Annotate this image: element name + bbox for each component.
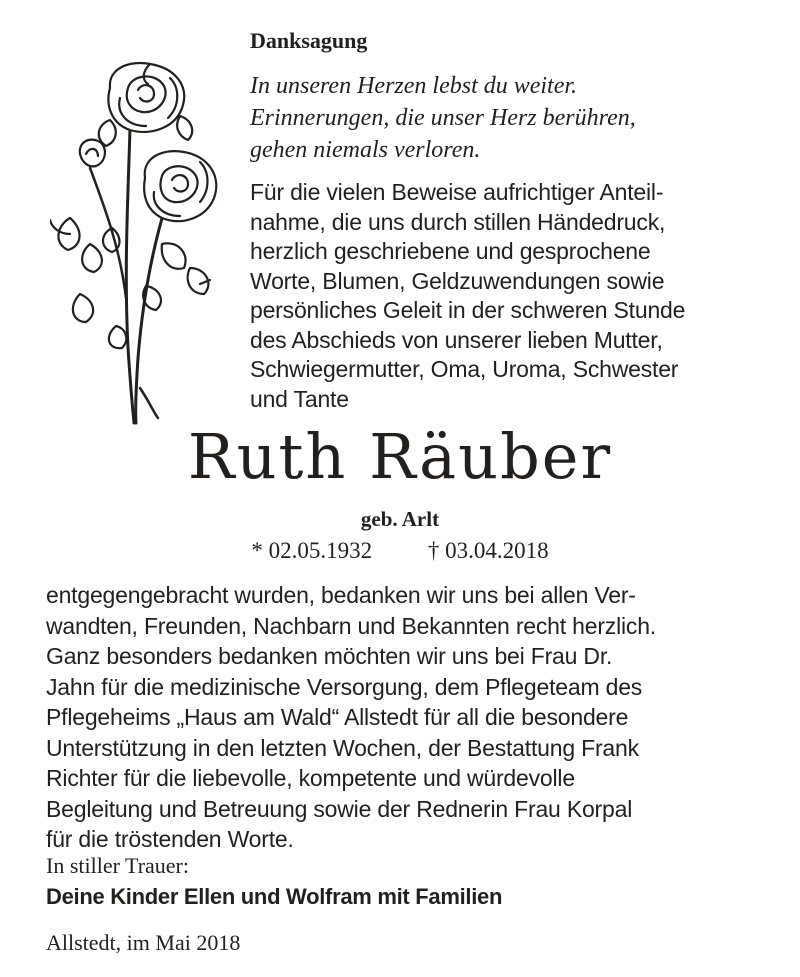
intro-line: und Tante [250,385,349,412]
intro-line: persönliches Geleit in der schweren Stunde [250,297,686,323]
heading: Danksagung [250,28,368,53]
body-line: Unterstützung in den letzten Wochen, der Bestattung Frank [46,734,639,761]
intro-line: Worte, Blumen, Geldzuwendungen sowie [250,267,665,294]
body-line: entgegengebracht wurden, bedanken wir uns bei allen Ver- [46,582,636,608]
body-line: Pflegeheims „Haus am Wald“ Allstedt für all die besondere [46,704,629,730]
intro-line: des Abschieds von unserer lieben Mutter, [250,326,663,353]
birth-date: * 02.05.1932 [251,538,373,563]
body-line: Begleitung und Betreuung sowie der Rednerin Frau Korpal [46,795,633,822]
motto-line: In unseren Herzen lebst du weiter. [250,73,578,99]
life-dates [0,538,800,564]
place-date: Allstedt, im Mai 2018 [46,930,241,955]
deceased-name: Ruth Räuber [187,420,613,493]
intro-line: Schwiegermutter, Oma, Uroma, Schwester [250,356,679,382]
maiden-name: geb. Arlt [360,507,440,531]
mourning-label: In stiller Trauer: [46,853,189,878]
intro-line: nahme, die uns durch stillen Händedruck, [250,208,666,235]
body-line: Jahn für die medizinische Versorgung, dem Pflegeteam des [46,673,643,700]
intro-line: herzlich geschriebene und gesprochene [250,238,651,264]
mourners: Deine Kinder Ellen und Wolfram mit Familien [46,884,503,909]
rose-bouquet-icon [50,58,230,428]
motto [250,70,790,166]
motto-line: gehen niemals verloren. [250,137,481,163]
body-line: wandten, Freunden, Nachbarn und Bekannten recht herzlich. [46,612,656,639]
intro-line: Für die vielen Beweise aufrichtiger Anteil- [250,179,664,205]
death-date: † 03.04.2018 [427,538,549,563]
body-line: Richter für die liebevolle, kompetente und würdevolle [46,765,575,791]
body-line: Ganz besonders bedanken möchten wir uns bei Frau Dr. [46,643,613,669]
motto-line: Erinnerungen, die unser Herz berühren, [250,105,636,131]
intro-text [250,178,795,414]
body-line: für die tröstenden Worte. [46,826,294,852]
body-text [46,580,786,855]
